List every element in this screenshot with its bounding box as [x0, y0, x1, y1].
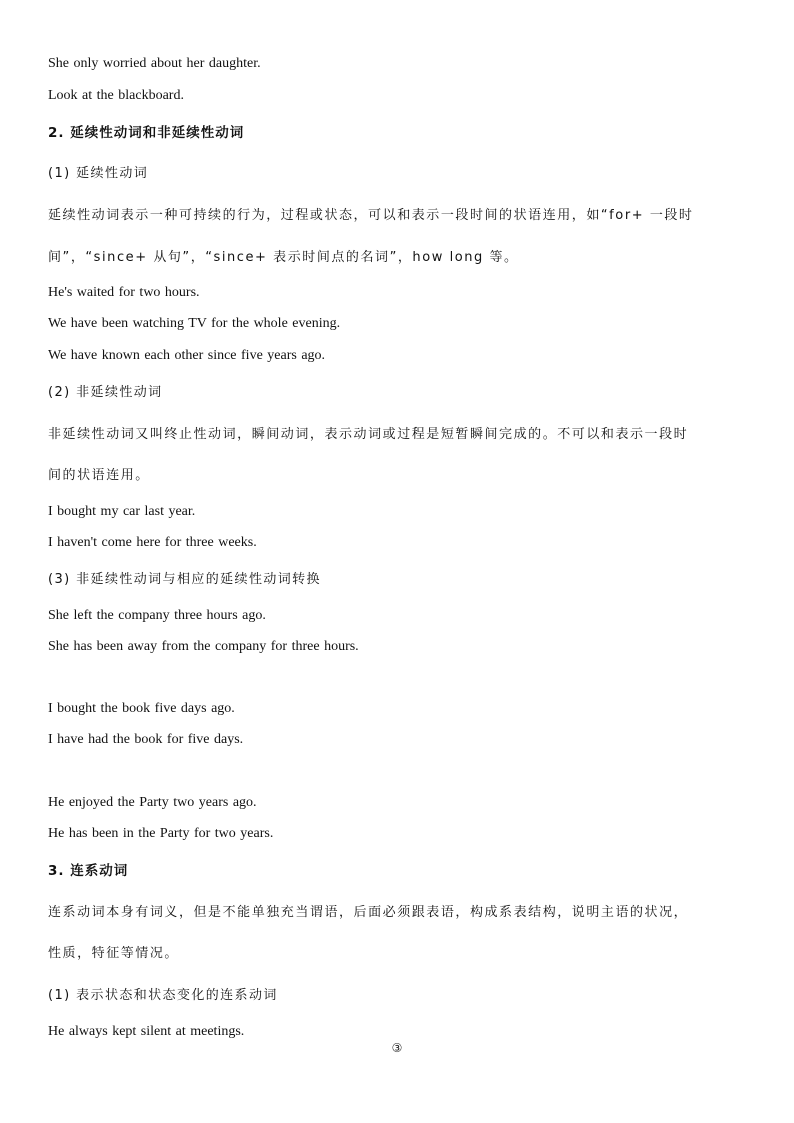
paragraph-line: 间”，“since+ 从句”，“since+ 表示时间点的名词”，how long 等。 [48, 250, 519, 265]
example-sentence: She has been away from the company for three hours. [48, 639, 359, 654]
example-sentence: I have had the book for five days. [48, 732, 244, 747]
example-sentence: We have known each other since five years ago. [48, 348, 326, 363]
section-heading: 2. 延续性动词和非延续性动词 [48, 125, 245, 141]
example-sentence: I bought the book five days ago. [48, 701, 235, 716]
example-sentence: He's waited for two hours. [48, 285, 200, 300]
paragraph-line: 间的状语连用。 [48, 468, 150, 483]
subsection-heading: (1) 表示状态和状态变化的连系动词 [48, 988, 278, 1003]
example-sentence: He always kept silent at meetings. [48, 1024, 245, 1039]
example-sentence: We have been watching TV for the whole evening. [48, 316, 341, 331]
subsection-heading: (3) 非延续性动词与相应的延续性动词转换 [48, 572, 321, 587]
paragraph-line: 性质，特征等情况。 [48, 946, 179, 961]
section-heading: 3. 连系动词 [48, 863, 129, 879]
subsection-heading: (2) 非延续性动词 [48, 385, 163, 400]
example-sentence: I haven't come here for three weeks. [48, 535, 257, 550]
paragraph-line: 非延续性动词又叫终止性动词，瞬间动词，表示动词或过程是短暂瞬间完成的。不可以和表示一段时 [48, 427, 689, 442]
example-sentence: He enjoyed the Party two years ago. [48, 795, 257, 810]
subsection-heading: (1) 延续性动词 [48, 166, 149, 181]
paragraph-line: 延续性动词表示一种可持续的行为，过程或状态，可以和表示一段时间的状语连用，如“for+ 一段时 [48, 208, 694, 223]
example-sentence: She left the company three hours ago. [48, 608, 266, 623]
example-sentence: Look at the blackboard. [48, 88, 184, 103]
example-sentence: He has been in the Party for two years. [48, 826, 274, 841]
page-number: ③ [391, 1041, 403, 1055]
example-sentence: She only worried about her daughter. [48, 56, 261, 71]
example-sentence: I bought my car last year. [48, 504, 196, 519]
paragraph-line: 连系动词本身有词义，但是不能单独充当谓语，后面必须跟表语，构成系表结构，说明主语的状况， [48, 905, 689, 920]
